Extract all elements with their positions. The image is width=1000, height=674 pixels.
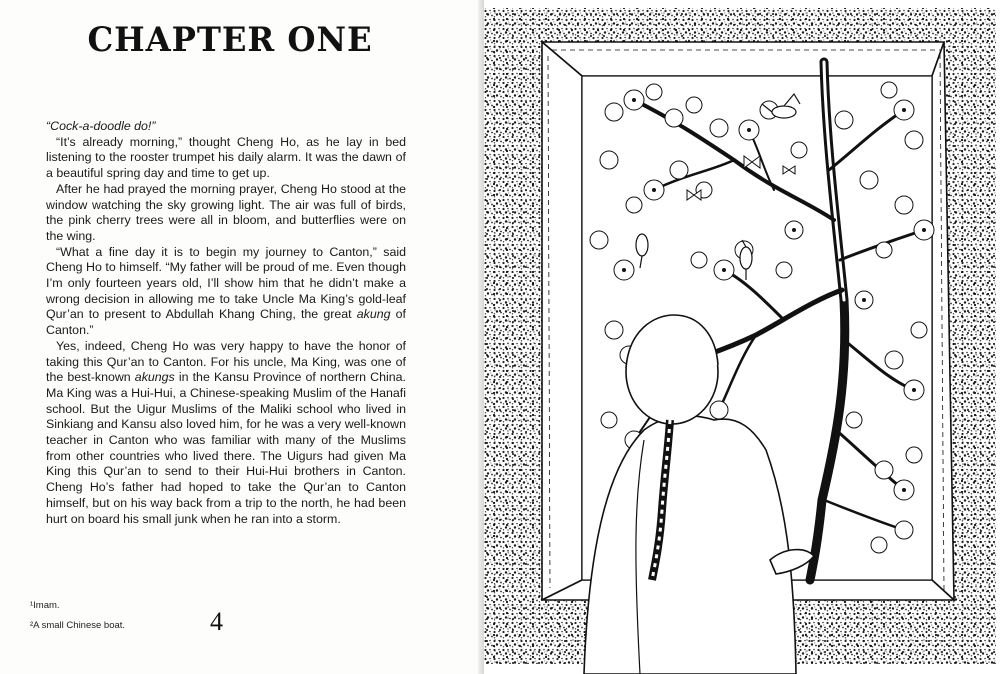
paragraph-4-end: of Canton.” [46, 307, 406, 338]
window-cherry-tree-illustration [484, 0, 1000, 674]
paragraph-4-text: “What a fine day it is to begin my journey to Canton,” said Cheng Ho to himself. “My father will be proud of me. Even though I’m only fourteen years old, I’ll show him that he didn’t make a wrong decision in allowing me to take Uncle Ma King’s gold-leaf Qur’an to present to Abdullah Khang Ching, the great [46, 244, 406, 322]
paragraph-1: “Cock-a-doodle do!” [46, 119, 156, 133]
akung-term: akung [356, 307, 391, 322]
paragraph-4 [46, 245, 406, 339]
paragraph-5-end: in the Kansu Province of northern China. Ma King was a Hui-Hui, a Chinese-speaking Muslim of the Hanafi school. But the Uigur Muslims of the Maliki school who lived in Sinkiang and Kansu also loved him, for he was a very well-known teacher in Canton who was familiar with many of the Muslims from other countries who lived there. The Uigurs had given Ma King this Qur’an to send to their Hui-Hui brothers in Canton. Cheng Ho’s father had hoped to take the Qur’an to Canton himself, but on his way back from a trip to the north, he had been hurt on board his small junk when he ran into a storm. [46, 370, 406, 526]
chapter-title: CHAPTER ONE [87, 20, 373, 60]
paragraph-5 [46, 339, 406, 527]
paragraph-5-text: Yes, indeed, Cheng Ho was very happy to have the honor of taking this Qur’an to Canton. For his uncle, Ma King, was one of the best-known [46, 338, 406, 385]
right-page [484, 0, 1000, 674]
paragraph-3: After he had prayed the morning prayer, Cheng Ho stood at the window watching the sky growing light. The air was full of birds, the pink cherry trees were all in bloom, and butterflies were on the wing. [46, 181, 406, 243]
story-text [46, 119, 406, 527]
paragraph-2: “It’s already morning,” thought Cheng Ho, as he lay in bed listening to the rooster trumpet his daily alarm. It was the dawn of a beautiful spring day and time to get up. [46, 134, 406, 181]
akungs-term: akungs [134, 370, 175, 385]
left-page [0, 0, 478, 674]
window-frame [542, 42, 944, 76]
footnote-1: ¹Imam. [30, 600, 60, 611]
page-number: 4 [210, 607, 223, 636]
footnote-2: ²A small Chinese boat. [30, 620, 126, 631]
